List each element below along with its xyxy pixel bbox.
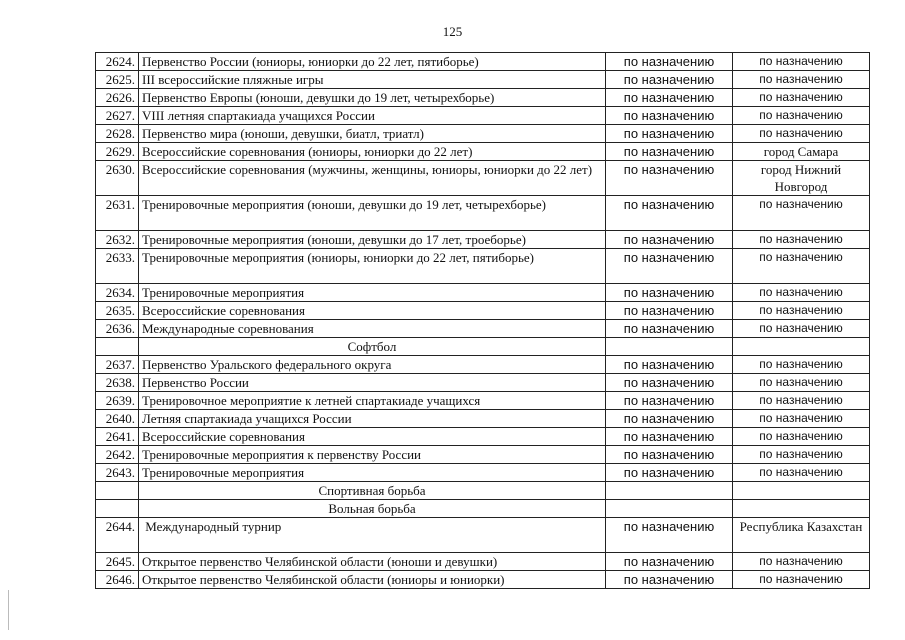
event-name: Летняя спартакиада учащихся России	[139, 410, 606, 428]
row-number: 2638.	[96, 374, 139, 392]
table-row	[96, 464, 870, 482]
event-date: по назначению	[606, 553, 733, 571]
event-date: по назначению	[606, 161, 733, 196]
event-name: Всероссийские соревнования (юниоры, юниорки до 22 лет)	[139, 143, 606, 161]
table-row	[96, 231, 870, 249]
event-place: по назначению	[733, 125, 870, 143]
event-place: по назначению	[733, 53, 870, 71]
event-name: Открытое первенство Челябинской области (юноши и девушки)	[139, 553, 606, 571]
event-name: Всероссийские соревнования	[139, 428, 606, 446]
event-place: по назначению	[733, 410, 870, 428]
section-num-cell	[96, 482, 139, 500]
event-place: по назначению	[733, 374, 870, 392]
event-place: по назначению	[733, 107, 870, 125]
event-date: по назначению	[606, 571, 733, 589]
event-place: по назначению	[733, 446, 870, 464]
table-row	[96, 446, 870, 464]
event-name: Тренировочные мероприятия (юноши, девушки до 19 лет, четырехборье)	[139, 196, 606, 231]
event-name: Всероссийские соревнования	[139, 302, 606, 320]
table-row	[96, 196, 870, 231]
event-date: по назначению	[606, 518, 733, 553]
row-number: 2629.	[96, 143, 139, 161]
event-name: Тренировочные мероприятия	[139, 464, 606, 482]
event-place: по назначению	[733, 464, 870, 482]
event-place: по назначению	[733, 302, 870, 320]
section-place-cell	[733, 500, 870, 518]
event-date: по назначению	[606, 464, 733, 482]
row-number: 2642.	[96, 446, 139, 464]
row-number: 2644.	[96, 518, 139, 553]
row-number: 2625.	[96, 71, 139, 89]
section-row	[96, 338, 870, 356]
section-place-cell	[733, 338, 870, 356]
table-row	[96, 374, 870, 392]
event-place: по назначению	[733, 553, 870, 571]
event-place: по назначению	[733, 249, 870, 284]
event-date: по назначению	[606, 196, 733, 231]
table-row	[96, 410, 870, 428]
event-place: по назначению	[733, 392, 870, 410]
event-name: Тренировочные мероприятия к первенству России	[139, 446, 606, 464]
event-name: Тренировочные мероприятия (юниоры, юниорки до 22 лет, пятиборье)	[139, 249, 606, 284]
row-number: 2627.	[96, 107, 139, 125]
table-row	[96, 53, 870, 71]
event-place: Республика Казахстан	[733, 518, 870, 553]
event-name: Первенство мира (юноши, девушки, биатл, триатл)	[139, 125, 606, 143]
event-name: VIII летняя спартакиада учащихся России	[139, 107, 606, 125]
row-number: 2633.	[96, 249, 139, 284]
event-place: по назначению	[733, 356, 870, 374]
table-row	[96, 518, 870, 553]
event-date: по назначению	[606, 284, 733, 302]
section-title: Вольная борьба	[139, 500, 606, 518]
event-name: Всероссийские соревнования (мужчины, женщины, юниоры, юниорки до 22 лет)	[139, 161, 606, 196]
event-date: по назначению	[606, 374, 733, 392]
section-title: Софтбол	[139, 338, 606, 356]
section-row	[96, 500, 870, 518]
event-name: Тренировочные мероприятия (юноши, девушки до 17 лет, троеборье)	[139, 231, 606, 249]
event-place: город Нижний Новгород	[733, 161, 870, 196]
event-place: по назначению	[733, 71, 870, 89]
row-number: 2632.	[96, 231, 139, 249]
event-place: по назначению	[733, 231, 870, 249]
row-number: 2630.	[96, 161, 139, 196]
event-date: по назначению	[606, 249, 733, 284]
table-row	[96, 553, 870, 571]
event-place: город Самара	[733, 143, 870, 161]
table-row	[96, 356, 870, 374]
table-row	[96, 428, 870, 446]
row-number: 2637.	[96, 356, 139, 374]
event-date: по назначению	[606, 107, 733, 125]
table-row	[96, 284, 870, 302]
event-date: по назначению	[606, 89, 733, 107]
event-name: Первенство России	[139, 374, 606, 392]
row-number: 2639.	[96, 392, 139, 410]
event-date: по назначению	[606, 356, 733, 374]
event-place: по назначению	[733, 284, 870, 302]
event-name: Первенство России (юниоры, юниорки до 22 лет, пятиборье)	[139, 53, 606, 71]
event-date: по назначению	[606, 392, 733, 410]
table-row	[96, 302, 870, 320]
event-place: по назначению	[733, 196, 870, 231]
event-name: Международные соревнования	[139, 320, 606, 338]
event-place: по назначению	[733, 571, 870, 589]
row-number: 2635.	[96, 302, 139, 320]
table-row	[96, 571, 870, 589]
page-number: 125	[442, 24, 463, 39]
row-number: 2626.	[96, 89, 139, 107]
event-name: Первенство Уральского федерального округа	[139, 356, 606, 374]
event-date: по назначению	[606, 231, 733, 249]
event-place: по назначению	[733, 320, 870, 338]
event-date: по назначению	[606, 143, 733, 161]
section-date-cell	[606, 500, 733, 518]
row-number: 2645.	[96, 553, 139, 571]
row-number: 2641.	[96, 428, 139, 446]
section-num-cell	[96, 338, 139, 356]
event-date: по назначению	[606, 320, 733, 338]
row-number: 2640.	[96, 410, 139, 428]
table-row	[96, 161, 870, 196]
table-row	[96, 71, 870, 89]
row-number: 2628.	[96, 125, 139, 143]
event-date: по назначению	[606, 446, 733, 464]
event-name: Открытое первенство Челябинской области (юниоры и юниорки)	[139, 571, 606, 589]
event-date: по назначению	[606, 410, 733, 428]
section-date-cell	[606, 482, 733, 500]
table-row	[96, 392, 870, 410]
section-place-cell	[733, 482, 870, 500]
events-table	[95, 52, 870, 589]
table-row	[96, 320, 870, 338]
section-date-cell	[606, 338, 733, 356]
row-number: 2636.	[96, 320, 139, 338]
event-name: Тренировочное мероприятие к летней спартакиаде учащихся	[139, 392, 606, 410]
event-place: по назначению	[733, 89, 870, 107]
table-row	[96, 143, 870, 161]
event-name: Первенство Европы (юноши, девушки до 19 лет, четырехборье)	[139, 89, 606, 107]
event-name: Международный турнир	[139, 518, 606, 553]
event-name: III всероссийские пляжные игры	[139, 71, 606, 89]
event-date: по назначению	[606, 125, 733, 143]
event-name: Тренировочные мероприятия	[139, 284, 606, 302]
table-row	[96, 249, 870, 284]
table-row	[96, 89, 870, 107]
section-row	[96, 482, 870, 500]
section-title: Спортивная борьба	[139, 482, 606, 500]
event-date: по назначению	[606, 71, 733, 89]
event-date: по назначению	[606, 428, 733, 446]
event-date: по назначению	[606, 302, 733, 320]
scan-edge-mark	[8, 590, 9, 630]
row-number: 2646.	[96, 571, 139, 589]
row-number: 2643.	[96, 464, 139, 482]
row-number: 2631.	[96, 196, 139, 231]
event-date: по назначению	[606, 53, 733, 71]
row-number: 2634.	[96, 284, 139, 302]
table-row	[96, 107, 870, 125]
table-row	[96, 125, 870, 143]
row-number: 2624.	[96, 53, 139, 71]
section-num-cell	[96, 500, 139, 518]
event-place: по назначению	[733, 428, 870, 446]
